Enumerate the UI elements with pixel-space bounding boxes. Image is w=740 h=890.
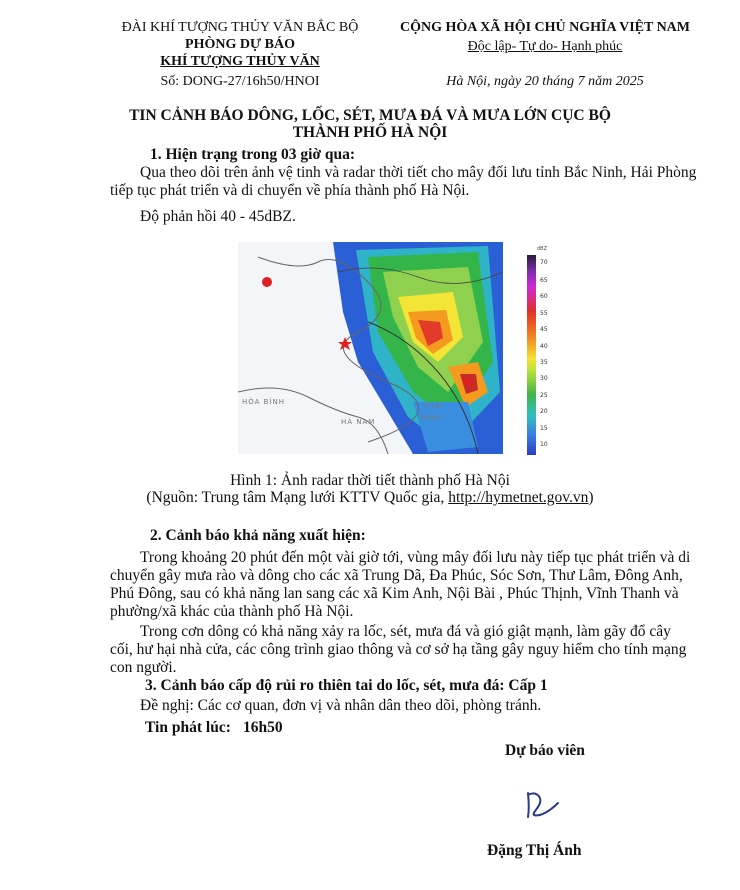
radar-colorbar <box>527 255 549 455</box>
colorbar-tick-30: 30 <box>540 375 548 382</box>
section2-para1-line1: Trong khoảng 20 phút đến một vài giờ tới, vùng mây đối lưu này tiếp tục phát triển và di <box>140 549 691 566</box>
department-name: PHÒNG DỰ BÁO <box>185 37 295 52</box>
document-title-line2: THÀNH PHỐ HÀ NỘI <box>292 124 448 141</box>
colorbar-tick-45: 45 <box>540 326 548 333</box>
section2-heading: 2. Cảnh báo khả năng xuất hiện: <box>150 527 366 544</box>
reflectivity-text: Độ phản hồi 40 - 45dBZ. <box>140 208 296 225</box>
colorbar-tick-65: 65 <box>540 277 548 284</box>
section3-heading: 3. Cảnh báo cấp độ rủi ro thiên tai do lốc, sét, mưa đá: Cấp 1 <box>145 677 548 694</box>
section1-paragraph-line1: Qua theo dõi trên ảnh vệ tinh và radar thời tiết cho mây đối lưu tỉnh Bắc Ninh, Hải Phòng <box>140 164 697 181</box>
recommendation-text: Đề nghị: Các cơ quan, đơn vị và nhân dân theo dõi, phòng tránh. <box>140 697 542 714</box>
hymetnet-link[interactable]: http://hymetnet.gov.vn <box>448 489 589 506</box>
map-label-ha-nam: HÀ NAM <box>341 418 376 426</box>
signer-role: Dự báo viên <box>505 742 585 759</box>
section2-para2-line3: con người. <box>110 659 177 676</box>
map-label-hoa-binh: HÒA BÌNH <box>242 398 286 406</box>
section2-para1-line2: chuyển gây mưa rào và dông cho các xã Trung Dã, Đa Phúc, Sóc Sơn, Thư Lâm, Đông Anh, <box>110 567 683 584</box>
colorbar-tick-40: 40 <box>540 343 548 350</box>
section2-para1-line3: Phú Đông, sau có khả năng lan sang các xã Kim Anh, Nội Bài , Phúc Thịnh, Vĩnh Thanh và <box>110 585 679 602</box>
map-label-thai: THÁI <box>423 402 444 410</box>
colorbar-tick-60: 60 <box>540 293 548 300</box>
radar-image <box>238 242 503 454</box>
country-motto-subtitle: Độc lập- Tự do- Hạnh phúc <box>467 39 623 54</box>
department-subname: KHÍ TƯỢNG THỦY VĂN <box>160 54 320 69</box>
figure-source-prefix: (Nguồn: Trung tâm Mạng lưới KTTV Quốc gia, <box>146 489 449 506</box>
colorbar-tick-35: 35 <box>540 359 548 366</box>
colorbar-tick-25: 25 <box>540 392 548 399</box>
figure-caption: Hình 1: Ảnh radar thời tiết thành phố Hà Nội <box>230 472 510 489</box>
document-number: Số: DONG-27/16h50/HNOI <box>160 74 320 89</box>
section2-para2-line1: Trong cơn dông có khả năng xảy ra lốc, sét, mưa đá và gió giật mạnh, làm gãy đổ cây <box>140 623 671 640</box>
colorbar-unit: dBZ <box>537 246 548 252</box>
issued-time-label: Tin phát lúc: <box>145 719 231 736</box>
section1-heading: 1. Hiện trạng trong 03 giờ qua: <box>150 146 356 163</box>
section2-para2-line2: cối, hư hại nhà cửa, các công trình giao thông và cơ sở hạ tầng gây nguy hiểm cho tính mạng <box>110 641 687 658</box>
handwritten-signature <box>520 785 570 825</box>
colorbar-tick-10: 10 <box>540 441 548 448</box>
colorbar-tick-55: 55 <box>540 310 548 317</box>
document-date: Hà Nội, ngày 20 tháng 7 năm 2025 <box>446 74 644 89</box>
colorbar-tick-70: 70 <box>540 259 548 266</box>
colorbar-tick-20: 20 <box>540 408 548 415</box>
colorbar-tick-15: 15 <box>540 425 548 432</box>
agency-name: ĐÀI KHÍ TƯỢNG THỦY VĂN BẮC BỘ <box>121 20 359 35</box>
section2-para1-line4: phường/xã khác của thành phố Hà Nội. <box>110 603 354 620</box>
country-motto-title: CỘNG HÒA XÃ HỘI CHỦ NGHĨA VIỆT NAM <box>399 20 690 35</box>
section1-paragraph-line2: tiếp tục phát triển và di chuyển về phía thành phố Hà Nội. <box>110 182 470 199</box>
map-label-binh: BÌNH <box>421 414 443 422</box>
document-title-line1: TIN CẢNH BÁO DÔNG, LỐC, SÉT, MƯA ĐÁ VÀ MƯA LỚN CỤC BỘ <box>129 107 611 124</box>
issued-time-value: 16h50 <box>243 719 283 736</box>
figure-source-suffix: ) <box>588 489 594 506</box>
signer-name: Đặng Thị Ánh <box>487 842 582 859</box>
colorbar-gradient <box>527 255 536 455</box>
figure-source <box>0 489 740 507</box>
